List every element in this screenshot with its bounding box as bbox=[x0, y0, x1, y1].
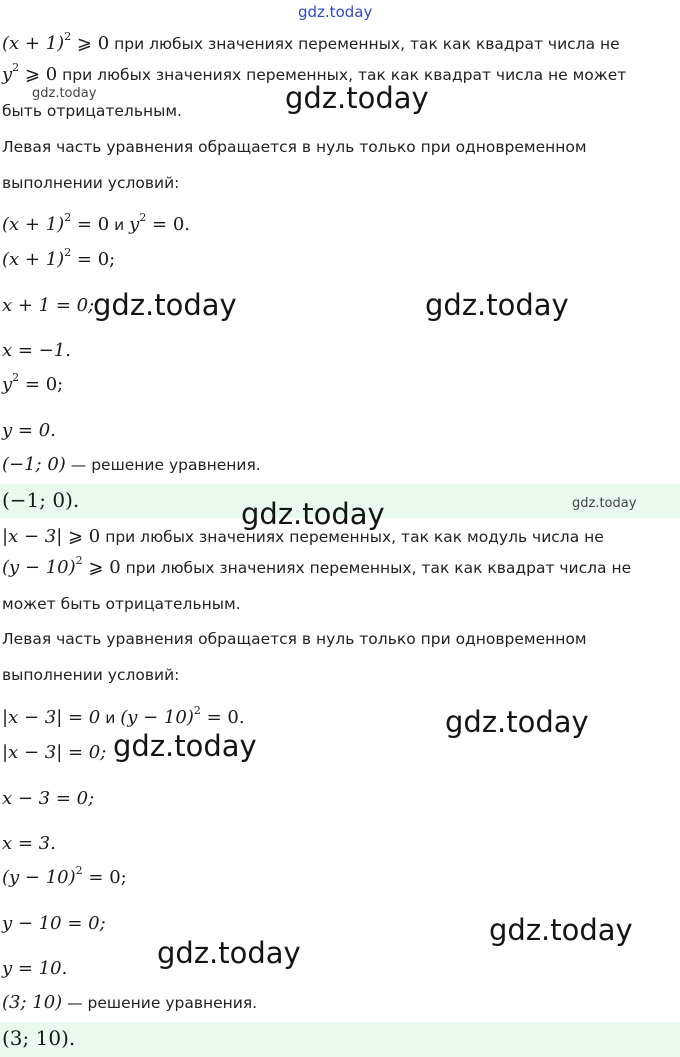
answer-box bbox=[0, 484, 680, 518]
zero-condition-text: Левая часть уравнения обращается в нуль только при одновременном bbox=[2, 630, 587, 648]
system-line: $(x + 1)^2 = 0$ и $y^2 = 0$. bbox=[2, 211, 191, 235]
solution-line: (−1; 0) — решение уравнения. bbox=[2, 454, 261, 475]
condition-line-2 bbox=[2, 61, 627, 86]
step-line: y − 10 = 0; bbox=[2, 913, 106, 934]
watermark: gdz.today bbox=[113, 729, 257, 763]
system-line: |x − 3| = 0 и $(y - 10)^2 = 0$. bbox=[2, 704, 245, 728]
solution-line: (3; 10) — решение уравнения. bbox=[2, 992, 258, 1013]
step-line: $(y - 10)^2 = 0$; bbox=[2, 864, 127, 888]
math-expression: $y^2$ ⩾ 0 bbox=[2, 61, 58, 85]
condition-text: при любых значениях переменных, так как квадрат числа не может bbox=[62, 66, 627, 84]
step-line: y = 0. bbox=[2, 420, 56, 441]
zero-condition-text-b: выполнении условий: bbox=[2, 174, 180, 192]
condition-line-1 bbox=[2, 30, 620, 55]
step-line: $y^2 = 0$; bbox=[2, 371, 64, 395]
watermark-small: gdz.today bbox=[32, 86, 97, 101]
zero-condition-text-b: выполнении условий: bbox=[2, 666, 180, 684]
watermark: gdz.today bbox=[445, 705, 589, 739]
condition-line-1: |x − 3| ⩾ 0 при любых значениях переменных, так как модуль числа не bbox=[2, 526, 604, 547]
step-line: x = 3. bbox=[2, 833, 56, 854]
condition-line-2b: быть отрицательным. bbox=[2, 102, 182, 120]
watermark-top: gdz.today bbox=[298, 3, 373, 21]
watermark: gdz.today bbox=[241, 497, 385, 531]
watermark: gdz.today bbox=[285, 81, 429, 115]
condition-line-2: $(y - 10)^2$ ⩾ 0 при любых значениях переменных, так как квадрат числа не bbox=[2, 554, 632, 578]
watermark: gdz.today bbox=[425, 288, 569, 322]
watermark: gdz.today bbox=[489, 913, 633, 947]
step-line: |x − 3| = 0; bbox=[2, 742, 107, 763]
condition-line-2b: может быть отрицательным. bbox=[2, 595, 241, 613]
condition-text: при любых значениях переменных, так как модуль числа не bbox=[105, 528, 604, 546]
answer-value: (−1; 0). bbox=[2, 488, 80, 512]
step-line: $(x + 1)^2 = 0$; bbox=[2, 246, 116, 270]
answer-value: (3; 10). bbox=[2, 1026, 76, 1050]
watermark: gdz.today bbox=[93, 288, 237, 322]
zero-condition-text: Левая часть уравнения обращается в нуль только при одновременном bbox=[2, 138, 587, 156]
condition-text: при любых значениях переменных, так как квадрат числа не bbox=[125, 559, 632, 577]
step-line: y = 10. bbox=[2, 958, 68, 979]
watermark-small: gdz.today bbox=[572, 496, 637, 511]
watermark: gdz.today bbox=[157, 936, 301, 970]
condition-text: при любых значениях переменных, так как квадрат числа не bbox=[114, 35, 620, 53]
answer-box bbox=[0, 1022, 680, 1057]
math-expression: $(x + 1)^2$ ⩾ 0 bbox=[2, 30, 110, 54]
step-line: x = −1. bbox=[2, 340, 71, 361]
step-line: x + 1 = 0; bbox=[2, 295, 95, 316]
step-line: x − 3 = 0; bbox=[2, 788, 95, 809]
